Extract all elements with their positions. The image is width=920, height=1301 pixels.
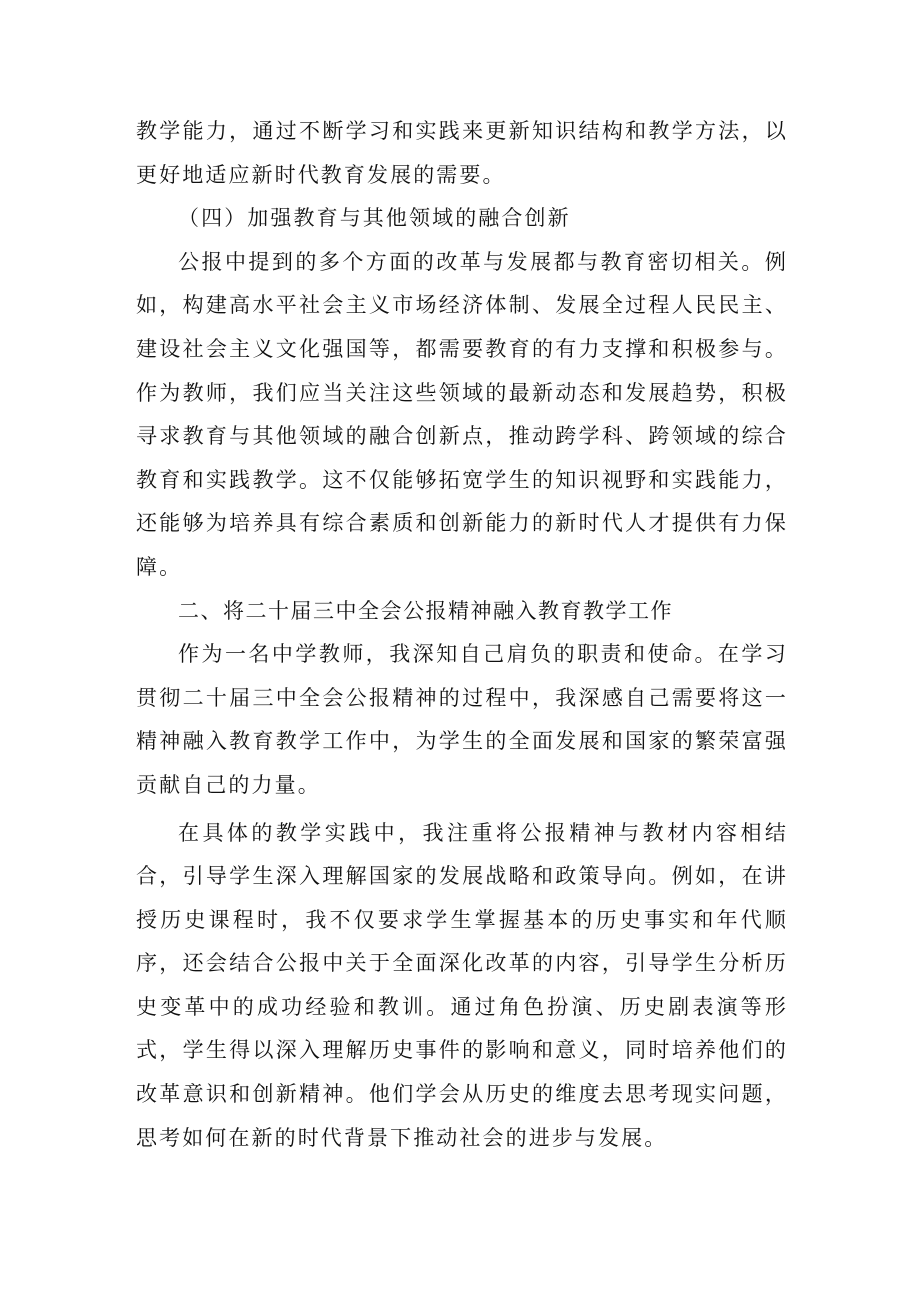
paragraph: 作为一名中学教师，我深知自己肩负的职责和使命。在学习贯彻二十届三中全会公报精神的过程中，我深感自己需要将这一精神融入教育教学工作中，为学生的全面发展和国家的繁荣富强贡献自己的力量。 bbox=[136, 642, 788, 797]
paragraph: 公报中提到的多个方面的改革与发展都与教育密切相关。例如，构建高水平社会主义市场经济体制、发展全过程人民民主、建设社会主义文化强国等，都需要教育的有力支撑和积极参与。作为教师，我们应当关注这些领域的最新动态和发展趋势，积极寻求教育与其他领域的融合创新点，推动跨学科、跨领域的综合教育和实践教学。这不仅能够拓宽学生的知识视野和实践能力，还能够为培养具有综合素质和创新能力的新时代人才提供有力保障。 bbox=[136, 249, 788, 579]
paragraph-continuation: 教学能力，通过不断学习和实践来更新知识结构和教学方法，以更好地适应新时代教育发展的需要。 bbox=[136, 119, 788, 187]
paragraph: 在具体的教学实践中，我注重将公报精神与教材内容相结合，引导学生深入理解国家的发展战略和政策导向。例如，在讲授历史课程时，我不仅要求学生掌握基本的历史事实和年代顺序，还会结合公报中关于全面深化改革的内容，引导学生分析历史变革中的成功经验和教训。通过角色扮演、历史剧表演等形式，学生得以深入理解历史事件的影响和意义，同时培养他们的改革意识和创新精神。他们学会从历史的维度去思考现实问题，思考如何在新的时代背景下推动社会的进步与发展。 bbox=[136, 820, 788, 1150]
document-body bbox=[136, 110, 788, 1160]
subsection-heading: （四）加强教育与其他领域的融合创新 bbox=[178, 206, 571, 231]
section-heading: 二、将二十届三中全会公报精神融入教育教学工作 bbox=[178, 598, 673, 623]
